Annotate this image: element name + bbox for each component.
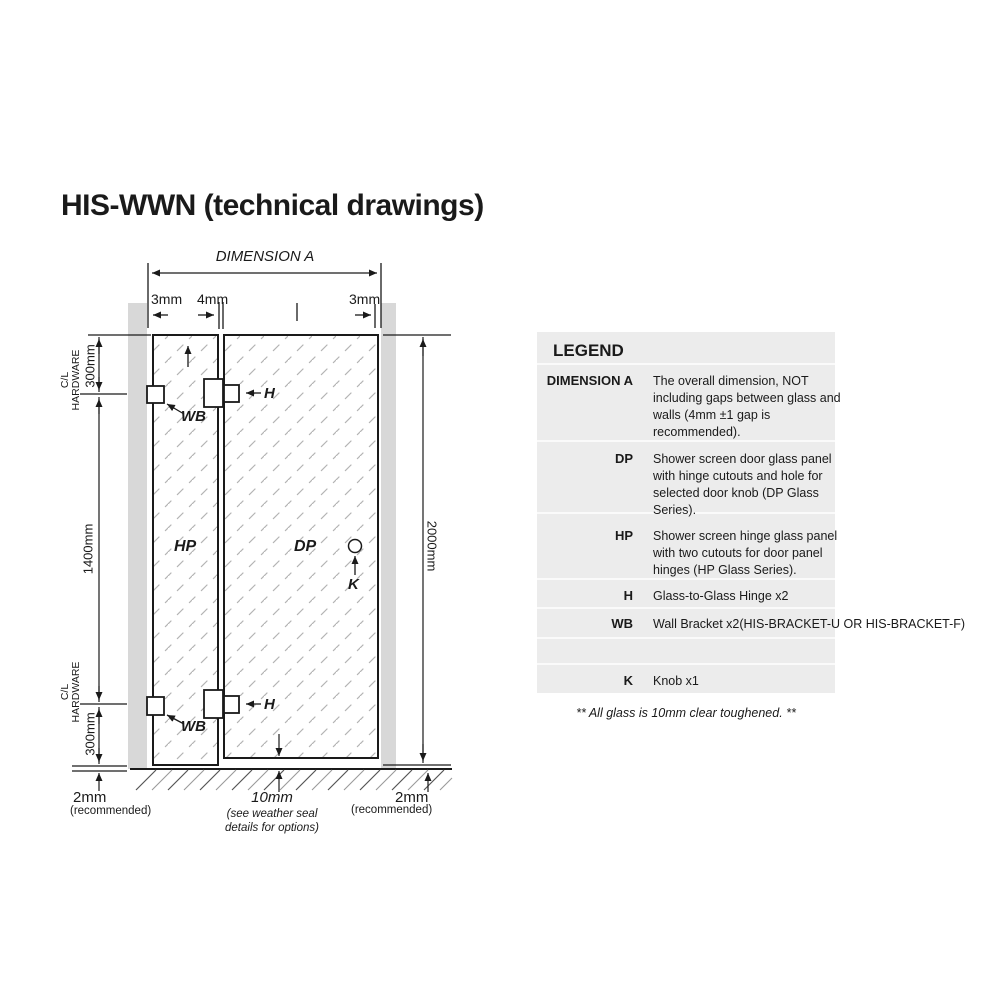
cl-hardware-top-label xyxy=(60,350,82,411)
legend-term-hp: HP xyxy=(614,528,633,543)
height-bottom-label: 300mm xyxy=(82,712,98,756)
floor-gap-right-note: (recommended) xyxy=(351,804,433,816)
legend-desc-h: Glass-to-Glass Hinge x2 xyxy=(653,589,789,603)
hinge-top-left-plate xyxy=(204,379,223,407)
legend-desc-dimension-a: The overall dimension, NOT including gaps between glass and walls (4mm ±1 gap is recommended). xyxy=(653,374,841,439)
height-middle-label: 1400mm xyxy=(80,523,96,575)
legend-desc-dp: Shower screen door glass panel with hinge cutouts and hole for selected door knob (DP Glass Series). xyxy=(653,452,832,517)
cl-hardware-top-line1: C/L xyxy=(59,371,71,389)
legend-desc-wb: Wall Bracket x2(HIS-BRACKET-U OR HIS-BRACKET-F) xyxy=(653,617,966,631)
height-overall-label: 2000mm xyxy=(424,520,440,572)
cl-hardware-top-line2: HARDWARE xyxy=(70,349,82,411)
floor-gap-middle-label: 10mm xyxy=(251,789,293,806)
wall-bracket-top xyxy=(147,386,164,403)
top-gap-dimensions xyxy=(153,302,375,329)
cl-hardware-bottom-line2: HARDWARE xyxy=(70,661,82,723)
hinge-top-label: H xyxy=(264,385,275,402)
height-top-label: 300mm xyxy=(82,344,98,388)
floor-gap-left-label: 2mm xyxy=(73,789,107,806)
legend-desc-k: Knob x1 xyxy=(653,674,699,688)
floor-gap-left-note: (recommended) xyxy=(70,805,152,817)
floor-gap-middle-note xyxy=(212,807,332,835)
hinge-top-right-plate xyxy=(224,385,239,402)
left-wall xyxy=(128,303,147,769)
right-wall xyxy=(381,303,396,769)
gap-middle-label: 4mm xyxy=(197,291,229,307)
weather-seal-note-line2: details for options) xyxy=(225,822,319,834)
legend-title: LEGEND xyxy=(553,341,624,360)
door-panel-label: DP xyxy=(294,538,317,555)
legend-separator xyxy=(537,607,835,609)
knob-circle xyxy=(349,540,362,553)
legend-term-wb: WB xyxy=(611,616,633,631)
wall-bracket-bottom xyxy=(147,697,164,715)
legend-term-k: K xyxy=(623,673,633,688)
dimension-a-label: DIMENSION A xyxy=(215,248,315,265)
floor xyxy=(130,769,452,790)
gap-right-label: 3mm xyxy=(349,291,381,307)
page-title: HIS-WWN (technical drawings) xyxy=(61,189,484,222)
weather-seal-note-line1: (see weather seal xyxy=(226,808,318,820)
cl-hardware-bottom-line1: C/L xyxy=(59,683,71,701)
floor-gap-right-label: 2mm xyxy=(395,789,429,806)
wall-bracket-bottom-label: WB xyxy=(181,718,206,735)
cl-hardware-bottom-label xyxy=(60,662,82,723)
floor-hatch-light xyxy=(152,770,452,790)
legend-footnote: ** All glass is 10mm clear toughened. ** xyxy=(576,706,796,720)
gap-left-label: 3mm xyxy=(151,291,183,307)
dimension-a-lines xyxy=(148,263,381,328)
knob-label: K xyxy=(348,576,359,593)
legend-term-dimension-a: DIMENSION A xyxy=(546,373,633,388)
hinge-bottom-left-plate xyxy=(204,690,223,718)
legend-panel xyxy=(537,332,966,693)
legend-term-dp: DP xyxy=(614,451,633,466)
wall-bracket-top-label: WB xyxy=(181,408,206,425)
legend-desc-hp: Shower screen hinge glass panel with two cutouts for door panel hinges (HP Glass Series). xyxy=(653,529,838,577)
legend-term-h: H xyxy=(623,588,633,603)
hinge-panel-label: HP xyxy=(174,538,197,555)
legend-separator xyxy=(537,637,835,639)
hinge-bottom-right-plate xyxy=(224,696,239,713)
legend-separator xyxy=(537,663,835,665)
hinge-bottom-label: H xyxy=(264,696,275,713)
legend-separator xyxy=(537,363,835,365)
